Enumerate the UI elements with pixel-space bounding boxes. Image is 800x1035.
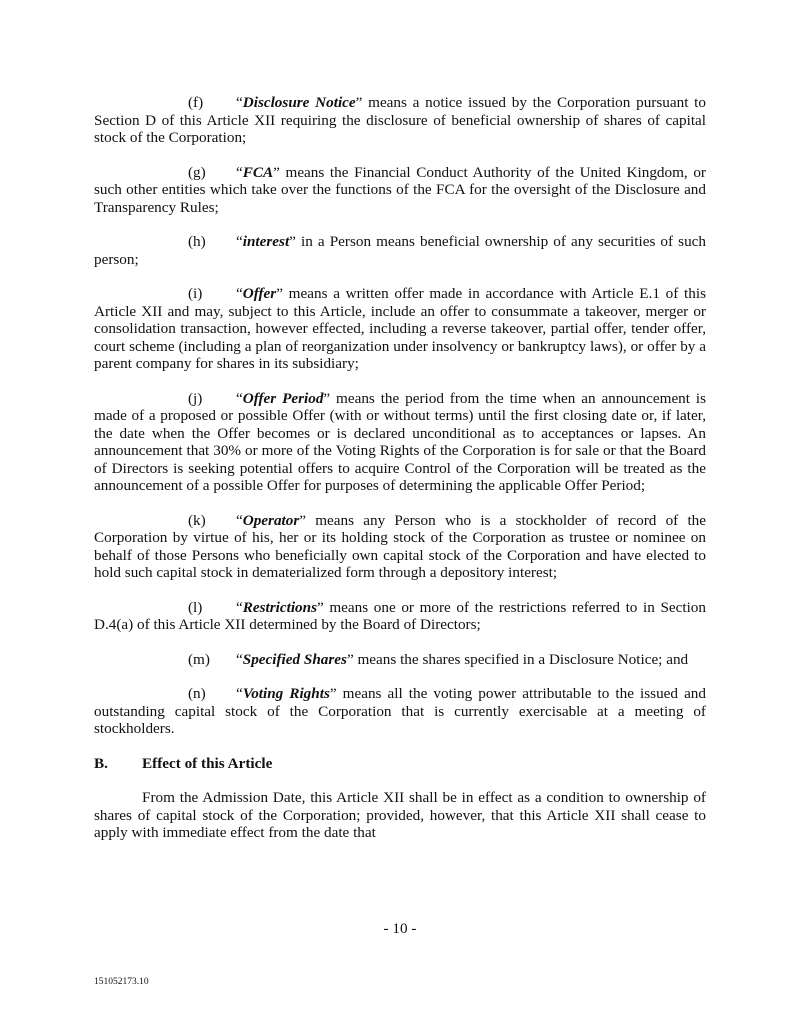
open-quote: “	[236, 285, 243, 302]
definition-label: (j)	[188, 389, 203, 407]
section-body: From the Admission Date, this Article XII shall be in effect as a condition to ownership of shares of capital stock of the Corporation; provided, however, that this Article XII shall cease to apply with immediate effect from the date that	[94, 789, 706, 841]
definition-i	[94, 285, 706, 373]
open-quote: “	[236, 511, 243, 529]
definition-text: ” means one or more of the restrictions referred to in Section D.4(a) of this Article XII determined by the Board of Directors;	[94, 598, 706, 633]
defined-term: Voting Rights	[242, 685, 330, 702]
open-quote: “	[236, 650, 243, 668]
open-quote: “	[236, 94, 243, 111]
definition-m	[94, 651, 706, 669]
definition-n	[94, 685, 706, 738]
definition-l	[94, 599, 706, 634]
defined-term: Restrictions	[242, 598, 318, 616]
open-quote: “	[236, 163, 243, 181]
open-quote: “	[236, 598, 243, 616]
defined-term: Offer	[242, 285, 277, 302]
defined-term: Specified Shares	[242, 650, 347, 668]
section-title: Effect of this Article	[142, 754, 273, 772]
definition-h	[94, 233, 706, 268]
document-body	[94, 94, 706, 842]
definition-text: ” in a Person means beneficial ownership of any securities of such person;	[94, 233, 706, 268]
definition-label: (n)	[188, 685, 206, 702]
definition-label: (g)	[188, 163, 206, 181]
defined-term: Disclosure Notice	[242, 94, 356, 111]
definition-text: ” means the shares specified in a Disclosure Notice; and	[346, 650, 689, 668]
open-quote: “	[236, 233, 243, 250]
definition-label: (h)	[188, 233, 206, 250]
definition-k	[94, 512, 706, 582]
page-number: - 10 -	[383, 920, 417, 937]
definition-text: ” means the Financial Conduct Authority of the United Kingdom, or such other entities which take over the functions of the FCA for the oversight of the Disclosure and Transparency Rules;	[94, 163, 706, 216]
definition-f	[94, 94, 706, 147]
definition-text: ” means the period from the time when an announcement is made of a proposed or possible Offer (with or without terms) until the first closing date or, if later, the date when the Offer becomes or is declared unconditional as to acceptances or lapses. An announcement that 30% or more of the Voting Rights of the Corporation is for sale or that the Board of Directors is seeking potential offers to acquire Control of the Corporation will be treated as the announcement of a possible Offer for purposes of determining the applicable Offer Period;	[94, 389, 706, 494]
definition-g	[94, 164, 706, 217]
section-label: B.	[94, 754, 108, 772]
defined-term: Operator	[242, 511, 300, 529]
definition-text: ” means any Person who is a stockholder of record of the Corporation by virtue of his, her or its holding stock of the Corporation as trustee or nominee on behalf of those Persons who beneficially own capital stock of the Corporation and have elected to hold such capital stock in dematerialized form through a depository interest;	[94, 511, 706, 581]
definition-label: (m)	[188, 650, 210, 668]
definition-j	[94, 390, 706, 495]
definition-label: (i)	[188, 285, 203, 302]
definition-label: (l)	[188, 598, 203, 616]
defined-term: Offer Period	[242, 389, 324, 407]
section-heading	[94, 755, 706, 773]
document-id: 151052173.10	[94, 977, 149, 987]
definition-label: (k)	[188, 511, 206, 529]
definition-text: ” means a notice issued by the Corporation pursuant to Section D of this Article XII requiring the disclosure of beneficial ownership of shares of capital stock of the Corporation;	[94, 94, 706, 146]
definition-text: ” means all the voting power attributable to the issued and outstanding capital stock of the Corporation that is currently exercisable at a meeting of stockholders.	[94, 685, 706, 737]
open-quote: “	[236, 685, 243, 702]
open-quote: “	[236, 389, 243, 407]
defined-term: FCA	[242, 163, 274, 181]
definition-label: (f)	[188, 94, 204, 111]
defined-term: interest	[242, 233, 290, 250]
definition-text: ” means a written offer made in accordance with Article E.1 of this Article XII and may, subject to this Article, include an offer to consummate a takeover, merger or consolidation transaction, however effected, including a reverse takeover, partial offer, tender offer, court scheme (including a plan of reorganization under insolvency or bankruptcy laws), or offer by a parent company for shares in its subsidiary;	[94, 285, 706, 372]
